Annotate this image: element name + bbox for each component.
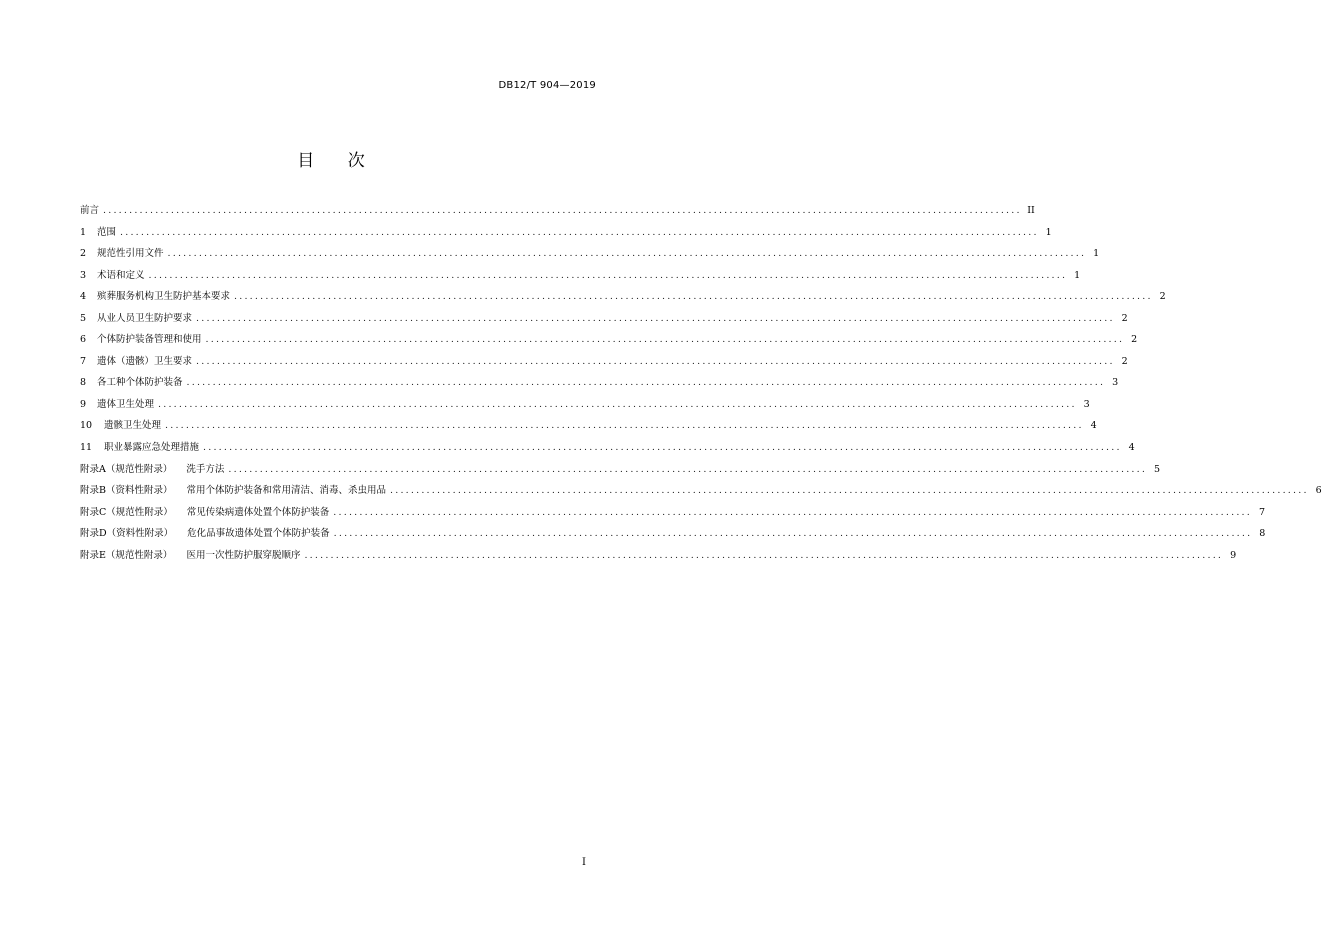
toc-entry-title — [80, 329, 202, 351]
toc-entry-8[interactable] — [80, 372, 1119, 394]
toc-page-number: 7 — [1258, 506, 1265, 518]
toc-annex-prefix: 附录A（规范性附录） — [80, 463, 173, 475]
toc-entry-9[interactable] — [80, 394, 1090, 416]
toc-entry-label: 从业人员卫生防护要求 — [97, 312, 193, 324]
toc-entry-number: 11 — [80, 442, 93, 454]
toc-entry-7[interactable] — [80, 351, 1128, 373]
toc-annex-title — [80, 545, 300, 567]
toc-page-number: 4 — [1128, 442, 1135, 454]
toc-entry-6[interactable] — [80, 329, 1138, 351]
toc-annex-title — [80, 480, 386, 502]
toc-annex-label: 医用一次性防护服穿脱顺序 — [186, 549, 301, 561]
toc-page-number: 1 — [1093, 248, 1100, 260]
dot-leader: ................................................................................................................................................................................ — [196, 355, 1115, 367]
dot-leader: ................................................................................................................................................................................ — [234, 291, 1153, 303]
toc-entry-2[interactable] — [80, 243, 1100, 265]
toc-annex-d[interactable] — [80, 523, 1266, 545]
toc-entry-3[interactable] — [80, 265, 1081, 287]
toc-page-number: 8 — [1259, 528, 1266, 540]
toc-annex-b[interactable] — [80, 480, 1322, 502]
toc-annex-e[interactable] — [80, 545, 1237, 567]
toc-entry-number: 10 — [80, 420, 93, 432]
toc-annex-prefix: 附录E（规范性附录） — [80, 549, 173, 561]
document-code: DB12/T 904—2019 — [498, 80, 596, 91]
page-number: I — [582, 857, 586, 868]
toc-entry-label: 遗体（遗骸）卫生要求 — [97, 355, 193, 367]
toc-entry-number: 5 — [80, 312, 87, 324]
toc-annex-label: 危化品事故遗体处置个体防护装备 — [187, 528, 330, 540]
toc-page-number: 3 — [1083, 398, 1090, 410]
dot-leader: ................................................................................................................................................................................ — [205, 334, 1125, 346]
toc-entry-number: 1 — [80, 226, 87, 238]
dot-leader: ................................................................................................................................................................................ — [203, 442, 1122, 454]
toc-page-number: 2 — [1159, 291, 1166, 303]
toc-entry-number: 7 — [80, 355, 87, 367]
toc-entry-number: 3 — [80, 269, 87, 281]
toc-annex-label: 常见传染病遗体处置个体防护装备 — [186, 506, 330, 518]
dot-leader: ................................................................................................................................................................................ — [390, 485, 1309, 497]
toc-page-number: II — [1027, 205, 1035, 216]
toc-entry-1[interactable] — [80, 222, 1052, 244]
toc-annex-title — [80, 459, 224, 481]
toc-entry-label: 规范性引用文件 — [97, 248, 164, 260]
toc-entry-label: 殡葬服务机构卫生防护基本要求 — [97, 291, 231, 303]
toc-page-number: 4 — [1090, 420, 1097, 432]
toc-entry-title — [80, 265, 145, 287]
toc-entry-title — [80, 372, 183, 394]
toc-entry-foreword[interactable] — [80, 200, 1035, 222]
toc-page-number: 1 — [1045, 226, 1052, 238]
dot-leader: ................................................................................................................................................................................ — [148, 269, 1068, 281]
toc-entry-11[interactable] — [80, 437, 1135, 459]
table-of-contents — [80, 200, 1322, 566]
toc-page-number: 2 — [1131, 334, 1138, 346]
toc-annex-prefix: 附录B（资料性附录） — [80, 485, 173, 497]
toc-annex-c[interactable] — [80, 502, 1265, 524]
toc-page-number: 1 — [1074, 269, 1081, 281]
toc-page-number: 3 — [1112, 377, 1119, 389]
dot-leader: ................................................................................................................................................................................ — [120, 226, 1039, 238]
dot-leader: ................................................................................................................................................................................ — [333, 528, 1253, 540]
toc-entry-title — [80, 437, 199, 459]
dot-leader: ................................................................................................................................................................................ — [304, 549, 1224, 561]
toc-entry-label: 个体防护装备管理和使用 — [97, 334, 202, 346]
toc-page-number: 5 — [1154, 463, 1161, 475]
toc-entry-label: 各工种个体防护装备 — [97, 377, 183, 389]
page-title: 目 次 — [297, 151, 379, 171]
toc-entry-label: 职业暴露应急处理措施 — [104, 442, 200, 454]
toc-entry-number: 2 — [80, 248, 87, 260]
dot-leader: ................................................................................................................................................................................ — [103, 205, 1022, 216]
toc-entry-title — [80, 351, 192, 373]
toc-entry-number: 4 — [80, 291, 87, 303]
toc-entry-label: 术语和定义 — [97, 269, 145, 281]
toc-entry-number: 9 — [80, 398, 87, 410]
toc-annex-title — [80, 502, 329, 524]
toc-entry-number: 6 — [80, 334, 87, 346]
toc-annex-label: 常用个体防护装备和常用清洁、消毒、杀虫用品 — [186, 485, 386, 497]
toc-entry-label: 遗骸卫生处理 — [104, 420, 162, 432]
dot-leader: ................................................................................................................................................................................ — [228, 463, 1148, 475]
dot-leader: ................................................................................................................................................................................ — [167, 248, 1087, 260]
toc-entry-title — [80, 308, 192, 330]
toc-entry-number: 8 — [80, 377, 87, 389]
toc-page-number: 6 — [1315, 485, 1322, 497]
toc-page-number: 2 — [1121, 355, 1128, 367]
toc-entry-label: 遗体卫生处理 — [97, 398, 155, 410]
toc-entry-10[interactable] — [80, 415, 1097, 437]
toc-entry-label: 前言 — [80, 205, 100, 216]
toc-entry-label: 范围 — [97, 226, 117, 238]
toc-entry-title — [80, 222, 116, 244]
dot-leader: ................................................................................................................................................................................ — [333, 506, 1252, 518]
toc-entry-4[interactable] — [80, 286, 1166, 308]
toc-page-number: 2 — [1121, 312, 1128, 324]
dot-leader: ................................................................................................................................................................................ — [196, 312, 1115, 324]
toc-annex-a[interactable] — [80, 459, 1161, 481]
toc-entry-title — [80, 286, 230, 308]
toc-entry-title — [80, 415, 161, 437]
toc-annex-title — [80, 523, 330, 545]
dot-leader: ................................................................................................................................................................................ — [165, 420, 1084, 432]
toc-entry-title — [80, 243, 164, 265]
toc-page-number: 9 — [1230, 549, 1237, 561]
toc-annex-label: 洗手方法 — [186, 463, 225, 475]
toc-annex-prefix: 附录C（规范性附录） — [80, 506, 173, 518]
dot-leader: ................................................................................................................................................................................ — [158, 398, 1077, 410]
dot-leader: ................................................................................................................................................................................ — [186, 377, 1106, 389]
toc-entry-title — [80, 394, 154, 416]
toc-entry-5[interactable] — [80, 308, 1128, 330]
toc-annex-prefix: 附录D（资料性附录） — [80, 528, 174, 540]
